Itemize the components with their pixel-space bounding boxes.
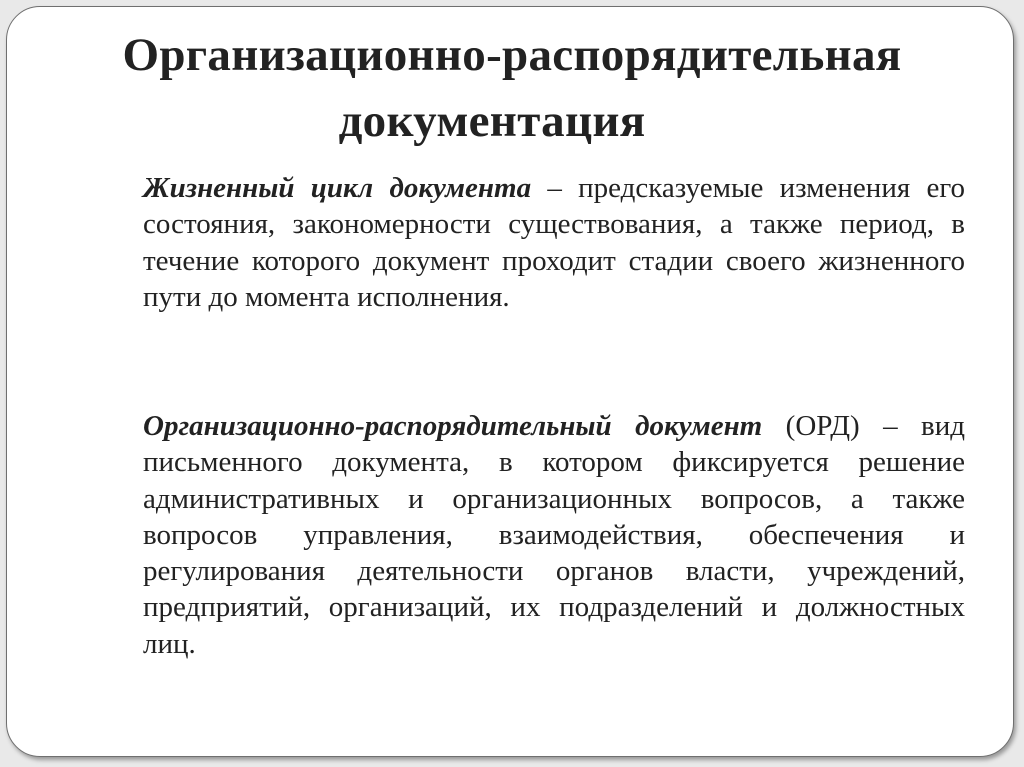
title-line-2: документация bbox=[338, 95, 646, 147]
term-ord: Организационно-распорядительный документ bbox=[143, 410, 763, 442]
slide-title bbox=[0, 22, 1024, 154]
definition-text-life-cycle: – предсказуемые изменения его состояния, закономерности существования, а также период, в течение которого документ проходит стадии своего жизненного пути до момента исполнения. bbox=[143, 172, 965, 313]
term-life-cycle: Жизненный цикл документа bbox=[143, 172, 532, 204]
definition-ord bbox=[143, 408, 965, 662]
definition-text-ord: (ОРД) – вид письменного документа, в котором фиксируется решение административных и организационных вопросов, а также вопросов управления, взаимодействия, обеспечения и регулирования деятельности органов власти, учреждений, предприятий, организаций, их подразделений и должностных лиц. bbox=[143, 410, 965, 660]
title-line-1: Организационно-распорядительная bbox=[122, 29, 902, 81]
definition-life-cycle bbox=[143, 170, 965, 315]
